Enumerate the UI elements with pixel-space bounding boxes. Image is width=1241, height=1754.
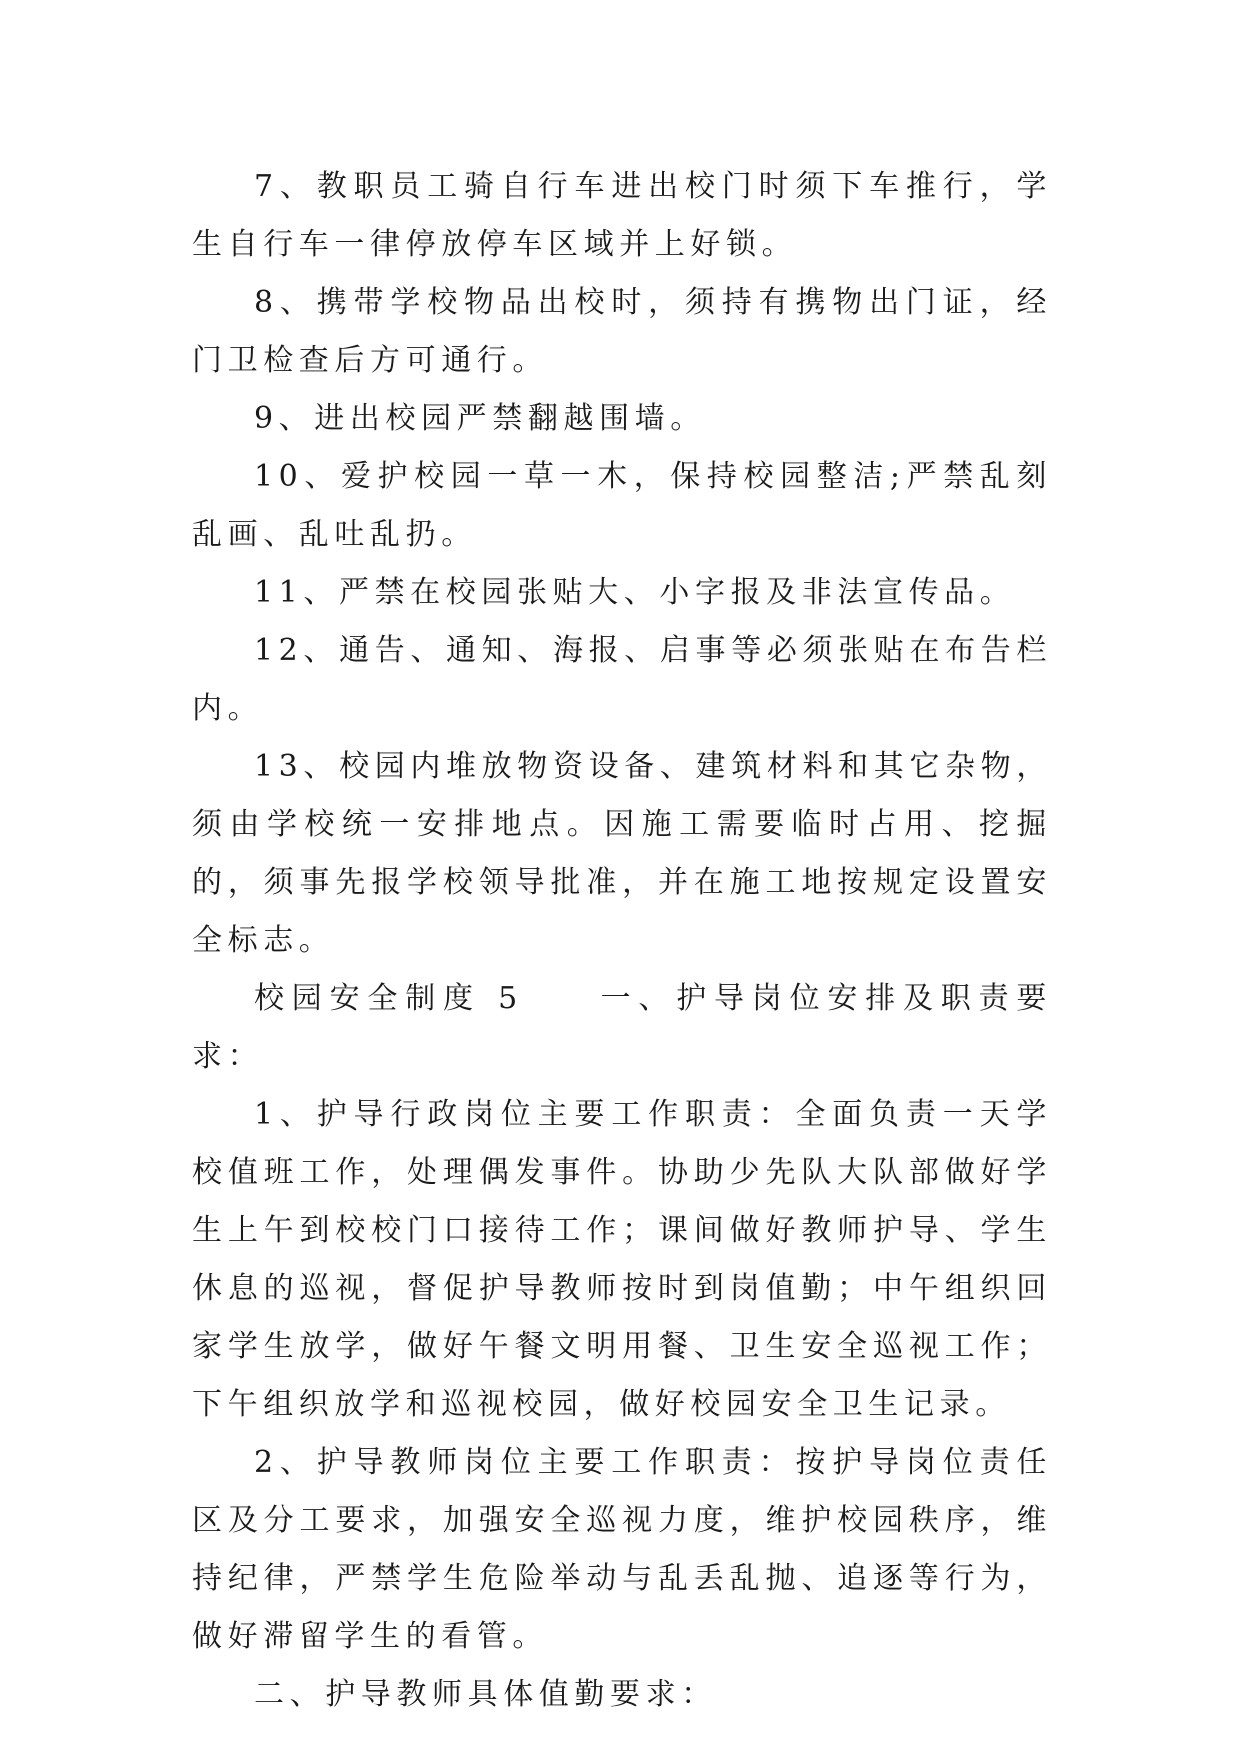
document-body xyxy=(192,158,1052,1724)
paragraph-rule-11: 11、严禁在校园张贴大、小字报及非法宣传品。 xyxy=(254,575,1016,610)
paragraph-rule-8: 8、携带学校物品出校时，须持有携物出门证，经门卫检查后方可通行。 xyxy=(192,285,1052,378)
paragraph-duty-2: 2、护导教师岗位主要工作职责：按护导岗位责任区及分工要求，加强安全巡视力度，维护校园秩序，维持纪律，严禁学生危险举动与乱丢乱抛、追逐等行为，做好滞留学生的看管。 xyxy=(192,1445,1052,1654)
paragraph-rule-7: 7、教职员工骑自行车进出校门时须下车推行，学生自行车一律停放停车区域并上好锁。 xyxy=(192,169,1052,262)
paragraph-rule-13: 13、校园内堆放物资设备、建筑材料和其它杂物，须由学校统一安排地点。因施工需要临时占用、挖掘的，须事先报学校领导批准，并在施工地按规定设置安全标志。 xyxy=(192,749,1052,958)
paragraph-rule-9: 9、进出校园严禁翻越围墙。 xyxy=(254,401,706,436)
paragraph-rule-12: 12、通告、通知、海报、启事等必须张贴在布告栏内。 xyxy=(192,633,1052,726)
section-heading: 校园安全制度 5 一、护导岗位安排及职责要求： xyxy=(192,981,1052,1074)
paragraph-rule-10: 10、爱护校园一草一木，保持校园整洁;严禁乱刻乱画、乱吐乱扔。 xyxy=(192,459,1052,552)
subsection-heading: 二、护导教师具体值勤要求： xyxy=(254,1677,717,1712)
paragraph-duty-1: 1、护导行政岗位主要工作职责：全面负责一天学校值班工作，处理偶发事件。协助少先队大队部做好学生上午到校校门口接待工作；课间做好教师护导、学生休息的巡视，督促护导教师按时到岗值勤；中午组织回家学生放学，做好午餐文明用餐、卫生安全巡视工作；下午组织放学和巡视校园，做好校园安全卫生记录。 xyxy=(192,1097,1052,1422)
